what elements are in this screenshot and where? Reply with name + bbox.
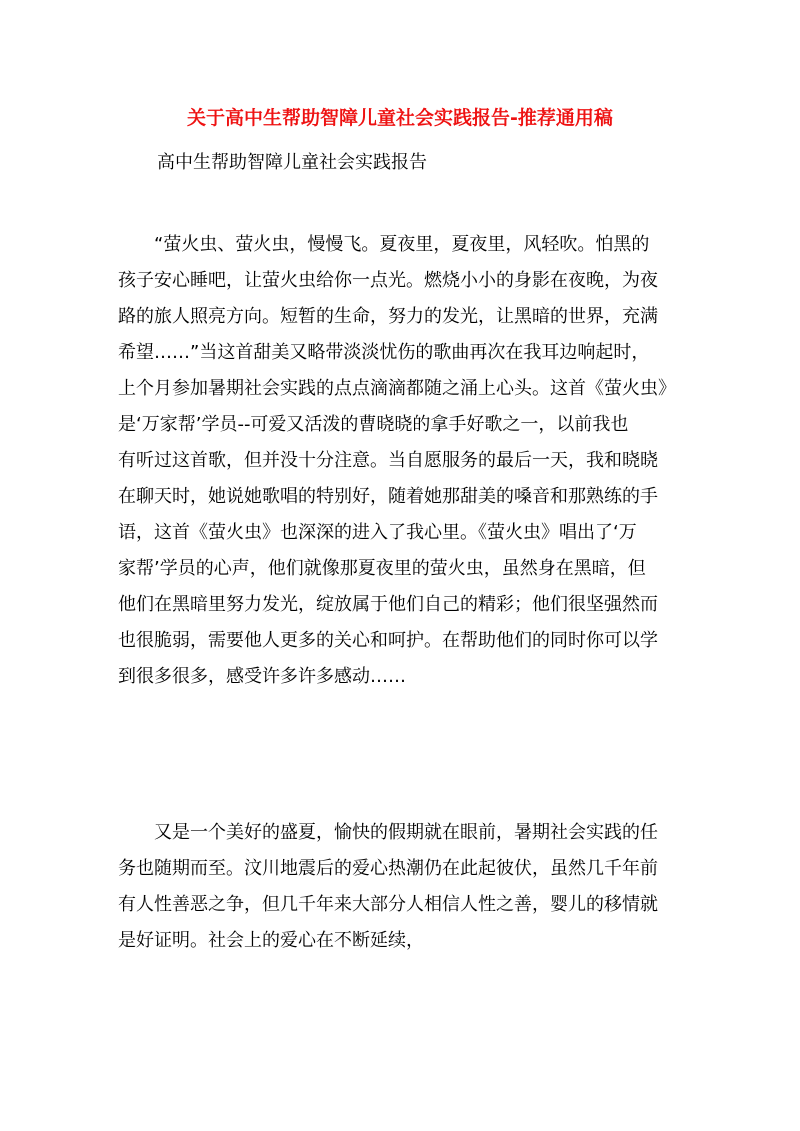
paragraph-line: “萤火虫、萤火虫，慢慢飞。夏夜里，夏夜里，风轻吹。怕黑的 — [118, 234, 650, 255]
paragraph-line: 是好证明。社会上的爱心在不断延续， — [118, 930, 424, 951]
paragraph-1 — [118, 227, 690, 695]
paragraph-line: 有听过这首歌，但并没十分注意。当自愿服务的最后一天，我和晓晓 — [118, 450, 658, 471]
paragraph-line: 路的旅人照亮方向。短暂的生命，努力的发光，让黑暗的世界，充满 — [118, 306, 658, 327]
document-subtitle: 高中生帮助智障儿童社会实践报告 — [157, 152, 427, 173]
paragraph-line: 又是一个美好的盛夏，愉快的假期就在眼前，暑期社会实践的任 — [118, 822, 658, 843]
document-title: 关于高中生帮助智障儿童社会实践报告-推荐通用稿 — [187, 107, 613, 129]
paragraph-line: 希望……”当这首甜美又略带淡淡忧伤的歌曲再次在我耳边响起时， — [118, 342, 650, 363]
paragraph-line: 孩子安心睡吧，让萤火虫给你一点光。燃烧小小的身影在夜晚，为夜 — [118, 270, 658, 291]
paragraph-line: 有人性善恶之争，但几千年来大部分人相信人性之善，婴儿的移情就 — [118, 894, 658, 915]
paragraph-line: 上个月参加暑期社会实践的点点滴滴都随之涌上心头。这首《萤火虫》 — [118, 378, 676, 399]
paragraph-line: 是‘万家帮’学员--可爱又活泼的曹晓晓的拿手好歌之一，以前我也 — [118, 414, 629, 435]
paragraph-line: 在聊天时，她说她歌唱的特别好，随着她那甜美的嗓音和那熟练的手 — [118, 486, 658, 507]
paragraph-line: 也很脆弱，需要他人更多的关心和呵护。在帮助他们的同时你可以学 — [118, 630, 658, 651]
paragraph-line: 语，这首《萤火虫》也深深的进入了我心里。《萤火虫》唱出了‘万 — [118, 522, 637, 543]
paragraph-2 — [118, 815, 690, 959]
paragraph-line: 务也随期而至。汶川地震后的爱心热潮仍在此起彼伏，虽然几千年前 — [118, 858, 658, 879]
paragraph-line: 到很多很多，感受许多许多感动…… — [118, 666, 406, 687]
paragraph-line: 家帮’学员的心声，他们就像那夏夜里的萤火虫，虽然身在黑暗，但 — [118, 558, 646, 579]
paragraph-line: 他们在黑暗里努力发光，绽放属于他们自己的精彩；他们很坚强然而 — [118, 594, 658, 615]
